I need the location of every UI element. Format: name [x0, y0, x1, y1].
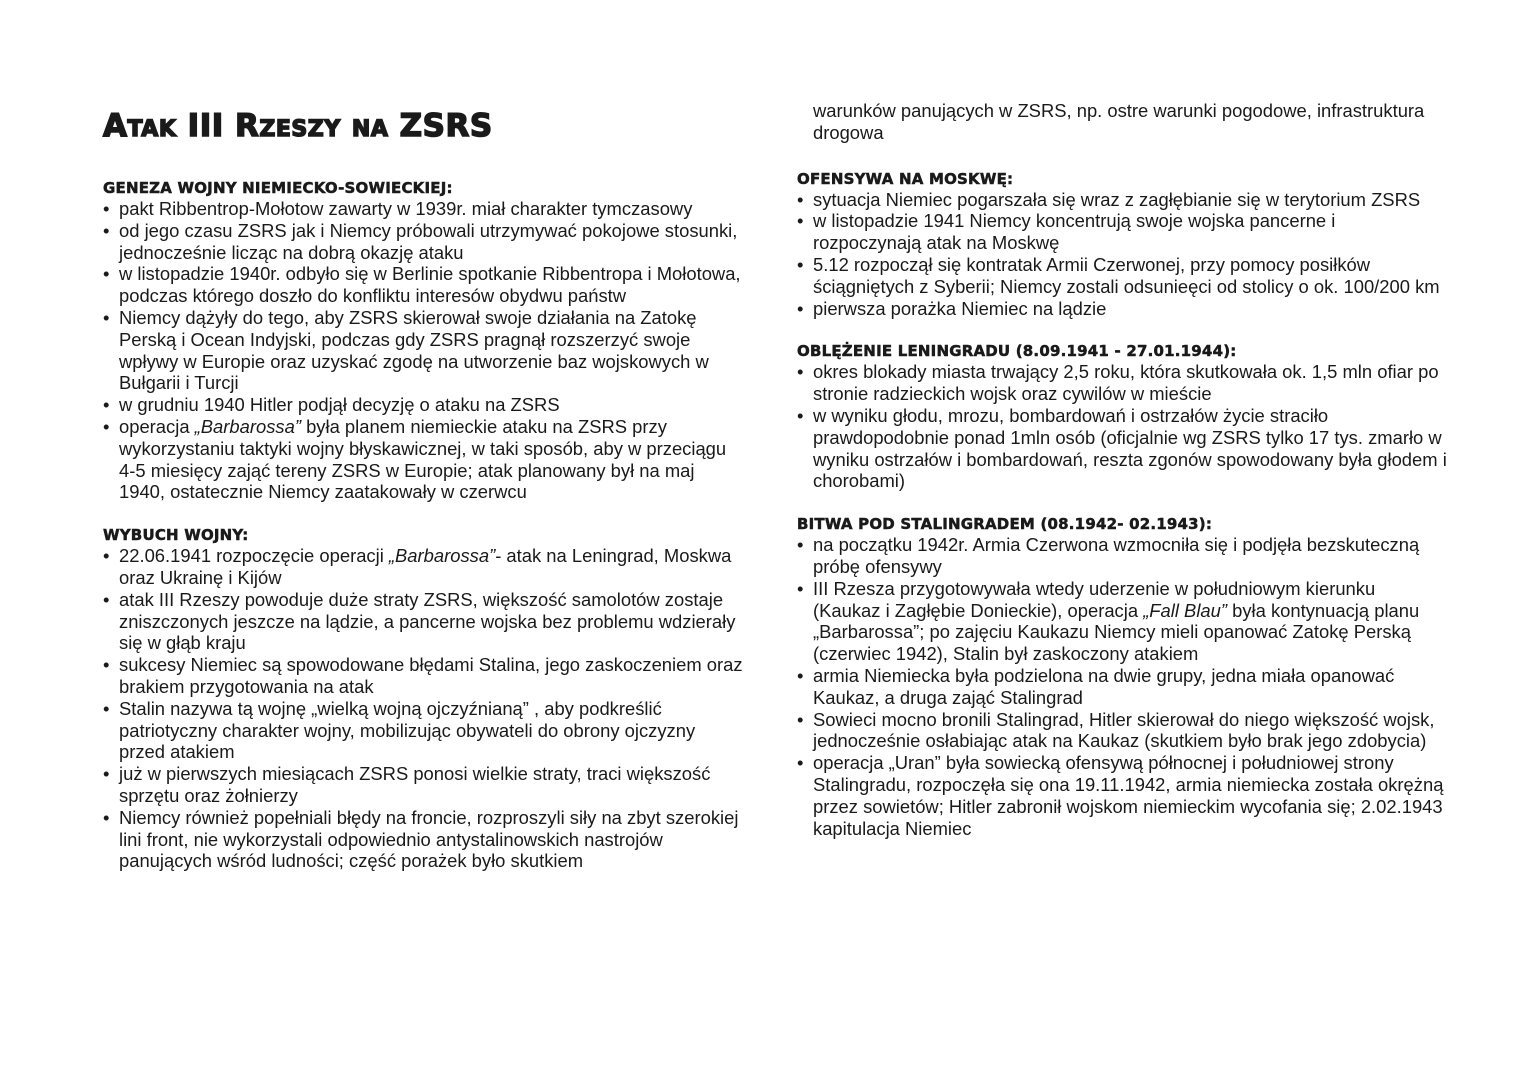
section-heading-wybuch: WYBUCH WOJNY: [103, 526, 249, 545]
list-item [103, 416, 743, 503]
list-item: • sukcesy Niemiec są spowodowane błędami Stalina, jego zaskoczeniem oraz brakiem przygotowania na atak [103, 654, 743, 698]
list-item: • w wyniku głodu, mrozu, bombardowań i ostrzałów życie straciło prawdopodobnie ponad 1mln osób (oficjalnie wg ZSRS tylko 17 tys. zmarło w wyniku ostrzałów i bombardowań, reszta zgonów spowodowany była głodem i chorobami) [797, 405, 1447, 492]
list-item: • od jego czasu ZSRS jak i Niemcy próbowali utrzymywać pokojowe stosunki, jednocześnie licząc na dobrą okazję ataku [103, 220, 743, 264]
list-item: • na początku 1942r. Armia Czerwona wzmocniła się i podjęła bezskuteczną próbę ofensywy [797, 534, 1447, 578]
bullet-list-moskwa [797, 189, 1447, 320]
bullet-list-geneza [103, 198, 743, 503]
text-segment: operacja [119, 415, 195, 437]
list-item: • Sowieci mocno bronili Stalingrad, Hitler skierował do niego większość wojsk, jednocześnie osłabiając atak na Kaukaz (skutkiem było brak jego zdobycia) [797, 709, 1447, 753]
list-item: • Niemcy dążyły do tego, aby ZSRS skierował swoje działania na Zatokę Perską i Ocean Indyjski, podczas gdy ZSRS pragnął rozszerzyć swoje wpływy w Europie oraz uzyskać zgodę na utworzenie baz wojskowych w Bułgarii i Turcji [103, 307, 743, 394]
list-item: • w grudniu 1940 Hitler podjął decyzję o ataku na ZSRS [103, 394, 743, 416]
text-segment: 22.06.1941 rozpoczęcie operacji [119, 545, 389, 567]
text-segment: była planem niemieckie ataku na ZSRS przy wykorzystaniu taktyki wojny błyskawicznej, w taki sposób, aby w przeciągu 4-5 miesięcy zająć tereny ZSRS w Europie; atak planowany był na maj 1940, ostatecznie Niemcy zaatakowały w czerwcu [119, 415, 727, 503]
list-item: • atak III Rzeszy powoduje duże straty ZSRS, większość samolotów zostaje zniszczonych jeszcze na lądzie, a pancerne wojska bez problemu wdzierały się w głąb kraju [103, 589, 743, 654]
text-segment: była kontynuacją planu „Barbarossa”; po zajęciu Kaukazu Niemcy mieli opanować Zatokę Perską (czerwiec 1942), Stalin był zaskoczony atakiem [813, 599, 1420, 665]
section-stalingrad [797, 514, 1447, 839]
bullet-list-leningrad [797, 361, 1447, 492]
section-heading-leningrad: OBLĘŻENIE LENINGRADU (8.09.1941 - 27.01.1944): [797, 342, 1237, 361]
operation-name: „Barbarossa” [388, 545, 496, 567]
section-moskwa [797, 169, 1447, 320]
list-item: • w listopadzie 1940r. odbyło się w Berlinie spotkanie Ribbentropa i Mołotowa, podczas którego doszło do konfliktu interesów obydwu państw [103, 263, 743, 307]
operation-name: „Barbarossa” [194, 415, 301, 437]
operation-name: „Fall Blau” [1143, 599, 1227, 621]
text-segment: III Rzesza przygotowywała wtedy uderzenie w południowym kierunku (Kaukaz i Zagłębie Donieckie), operacja [813, 577, 1376, 621]
list-item: • pakt Ribbentrop-Mołotow zawarty w 1939r. miał charakter tymczasowy [103, 198, 743, 220]
section-leningrad [797, 341, 1447, 492]
list-item: • sytuacja Niemiec pogarszała się wraz z zagłębianie się w terytorium ZSRS [797, 189, 1447, 211]
left-column [103, 108, 743, 894]
list-item: • Stalin nazywa tą wojnę „wielką wojną ojczyźnianą” , aby podkreślić patriotyczny charakter wojny, mobilizując obywateli do obrony ojczyzny przed atakiem [103, 698, 743, 763]
list-item: • armia Niemiecka była podzielona na dwie grupy, jedna miała opanować Kaukaz, a druga zająć Stalingrad [797, 665, 1447, 709]
list-item [797, 578, 1447, 665]
list-item: • okres blokady miasta trwający 2,5 roku, która skutkowała ok. 1,5 mln ofiar po stronie radzieckich wojsk oraz cywilów w mieście [797, 361, 1447, 405]
list-item: • Niemcy również popełniali błędy na froncie, rozproszyli siły na zbyt szerokiej lini front, nie wykorzystali odpowiednio antystalinowskich nastrojów panujących wśród ludności; część porażek było skutkiem [103, 807, 743, 872]
section-heading-moskwa: OFENSYWA NA MOSKWĘ: [797, 169, 1014, 188]
text-segment: - atak na Leningrad, Moskwa oraz Ukrainę i Kijów [119, 545, 732, 588]
section-heading-geneza: GENEZA WOJNY NIEMIECKO-SOWIECKIEJ: [103, 179, 453, 197]
section-geneza [103, 178, 743, 503]
right-column [797, 100, 1447, 861]
list-item [103, 545, 743, 589]
bullet-list-wybuch [103, 545, 743, 872]
list-item: • już w pierwszych miesiącach ZSRS ponosi wielkie straty, traci większość sprzętu oraz żołnierzy [103, 763, 743, 807]
list-item: • operacja „Uran” była sowiecką ofensywą północnej i południowej strony Stalingradu, rozpoczęła się ona 19.11.1942, armia niemiecka została okrężną przez sowietów; Hitler zabronił wojskom niemieckim wycofania się; 2.02.1943 kapitulacja Niemiec [797, 752, 1447, 839]
bullet-list-stalingrad [797, 534, 1447, 839]
continued-text: warunków panujących w ZSRS, np. ostre warunki pogodowe, infrastruktura drogowa [813, 100, 1425, 143]
page-title: Atak III Rzeszy na ZSRS [103, 108, 493, 144]
list-item: • w listopadzie 1941 Niemcy koncentrują swoje wojska pancerne i rozpoczynają atak na Moskwę [797, 210, 1447, 254]
list-item: • pierwsza porażka Niemiec na lądzie [797, 298, 1447, 320]
list-item: • 5.12 rozpoczął się kontratak Armii Czerwonej, przy pomocy posiłków ściągniętych z Syberii; Niemcy zostali odsunieęci od stolicy o ok. 100/200 km [797, 254, 1447, 298]
section-wybuch [103, 525, 743, 872]
section-heading-stalingrad: BITWA POD STALINGRADEM (08.1942- 02.1943): [797, 515, 1213, 534]
